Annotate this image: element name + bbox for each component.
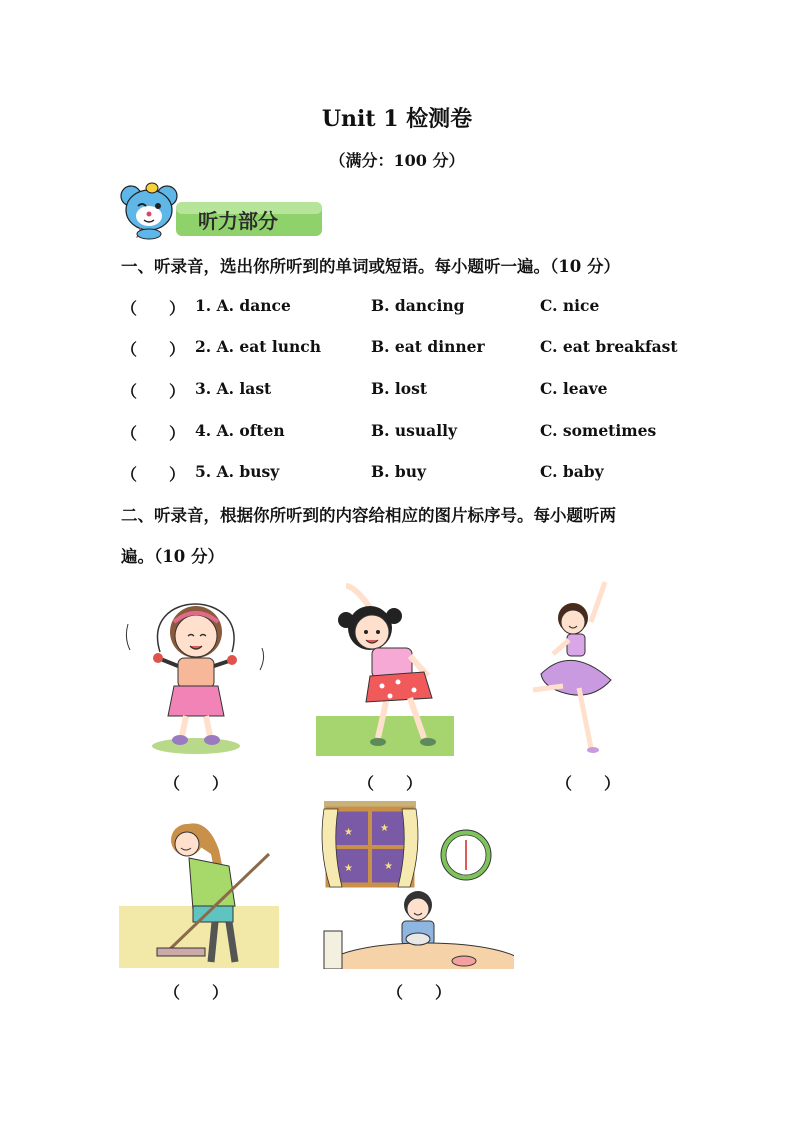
q1-row-1 xyxy=(121,296,721,318)
boy-eating-dinner-picture xyxy=(314,799,514,969)
option-b: B. usually xyxy=(371,421,457,440)
svg-text:★: ★ xyxy=(380,823,389,834)
answer-blank[interactable]: （ ） xyxy=(121,299,186,318)
page-title: Unit 1 检测卷 xyxy=(321,106,473,132)
sweeping-girl-picture xyxy=(119,810,279,970)
option-c: C. baby xyxy=(540,462,604,481)
ballet-dancer-picture xyxy=(517,578,617,758)
option-c: C. nice xyxy=(540,296,600,315)
option-a: 1. A. dance xyxy=(195,296,291,315)
question-1-heading: 一、听录音，选出你所听到的单词或短语。每小题听一遍。（10 分） xyxy=(121,257,620,276)
picture-5-answer-blank[interactable]: （ ） xyxy=(387,983,452,1002)
svg-text:★: ★ xyxy=(344,863,353,874)
option-a: 5. A. busy xyxy=(195,462,280,481)
question-2-heading-line1: 二、听录音，根据你所听到的内容给相应的图片标序号。每小题听两 xyxy=(121,506,616,525)
score-note: （满分：100 分） xyxy=(329,151,465,170)
section-banner xyxy=(118,178,328,242)
picture-1-answer-blank[interactable]: （ ） xyxy=(164,774,229,793)
option-b: B. lost xyxy=(371,379,428,398)
option-a: 3. A. last xyxy=(195,379,272,398)
option-a: 2. A. eat lunch xyxy=(195,337,321,356)
q1-row-4 xyxy=(121,421,721,443)
svg-text:★: ★ xyxy=(384,861,393,872)
exercising-girl-picture xyxy=(316,576,454,756)
picture-2-answer-blank[interactable]: （ ） xyxy=(358,774,423,793)
option-c: C. leave xyxy=(540,379,608,398)
q1-row-5 xyxy=(121,462,721,484)
option-b: B. eat dinner xyxy=(371,337,485,356)
answer-blank[interactable]: （ ） xyxy=(121,465,186,484)
answer-blank[interactable]: （ ） xyxy=(121,382,186,401)
picture-4-answer-blank[interactable]: （ ） xyxy=(164,983,229,1002)
section-banner-label: 听力部分 xyxy=(198,209,278,233)
q1-row-2 xyxy=(121,337,721,359)
answer-blank[interactable]: （ ） xyxy=(121,424,186,443)
question-2-heading-line2: 遍。（10 分） xyxy=(121,547,224,566)
svg-text:★: ★ xyxy=(344,827,353,838)
picture-3-answer-blank[interactable]: （ ） xyxy=(556,774,621,793)
answer-blank[interactable]: （ ） xyxy=(121,340,186,359)
option-c: C. eat breakfast xyxy=(540,337,678,356)
option-c: C. sometimes xyxy=(540,421,657,440)
jump-rope-girl-picture xyxy=(120,578,270,758)
option-b: B. buy xyxy=(371,462,427,481)
option-b: B. dancing xyxy=(371,296,465,315)
q1-row-3 xyxy=(121,379,721,401)
option-a: 4. A. often xyxy=(195,421,285,440)
